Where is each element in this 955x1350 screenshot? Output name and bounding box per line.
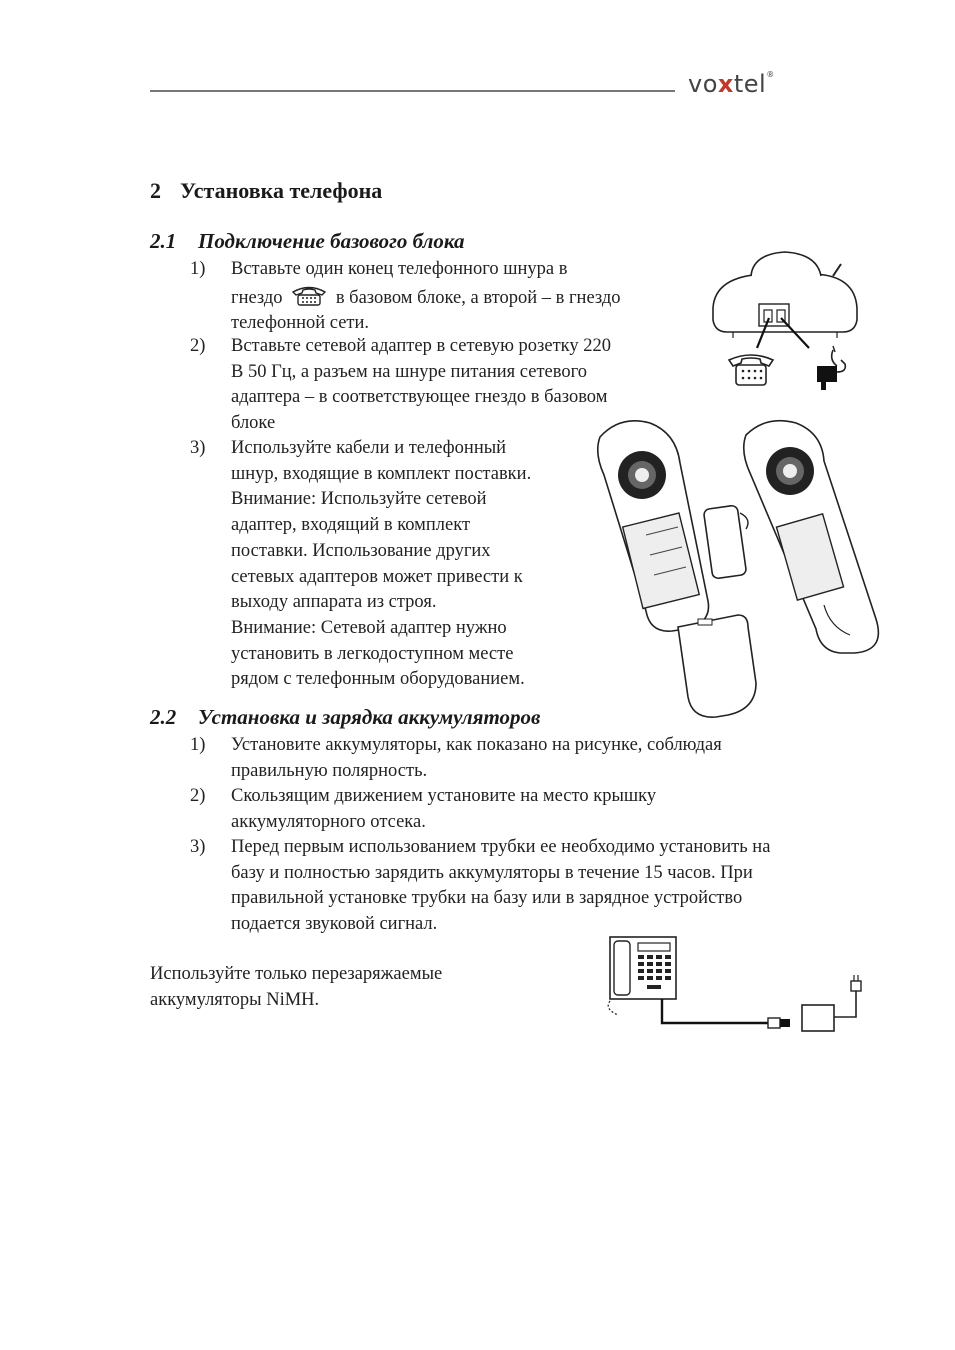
battery-cover [678,615,756,717]
line-connector [768,1018,790,1028]
phone-jack-icon [289,283,329,307]
power-adapter [802,975,861,1031]
subsection-title: Установка и зарядка аккумуляторов [198,705,541,729]
handset-open [598,421,709,631]
desk-phone [608,937,676,1015]
battery-note: Используйте только перезаряжаемые аккумуляторы NiMH. [150,964,443,1010]
phone-jack-icon [729,355,773,385]
section-heading [150,178,382,204]
header-rule [150,90,675,92]
section-number: 2 [150,178,161,203]
battery-pack [703,505,748,579]
subsection-heading-2-2 [150,705,540,730]
power-adapter-icon [817,346,845,390]
section-title: Установка телефона [180,178,383,203]
handset-battery-illustration [590,415,890,720]
subsection-title: Подключение базового блока [198,229,465,253]
phone-connection-illustration [606,935,868,1035]
subsection-heading-2-1 [150,229,464,254]
subsection-number: 2.2 [150,705,177,729]
base-station-illustration [705,248,865,398]
brand-logo: voxtel® [688,70,775,98]
subsection-number: 2.1 [150,229,177,253]
handset-closed [744,421,879,653]
